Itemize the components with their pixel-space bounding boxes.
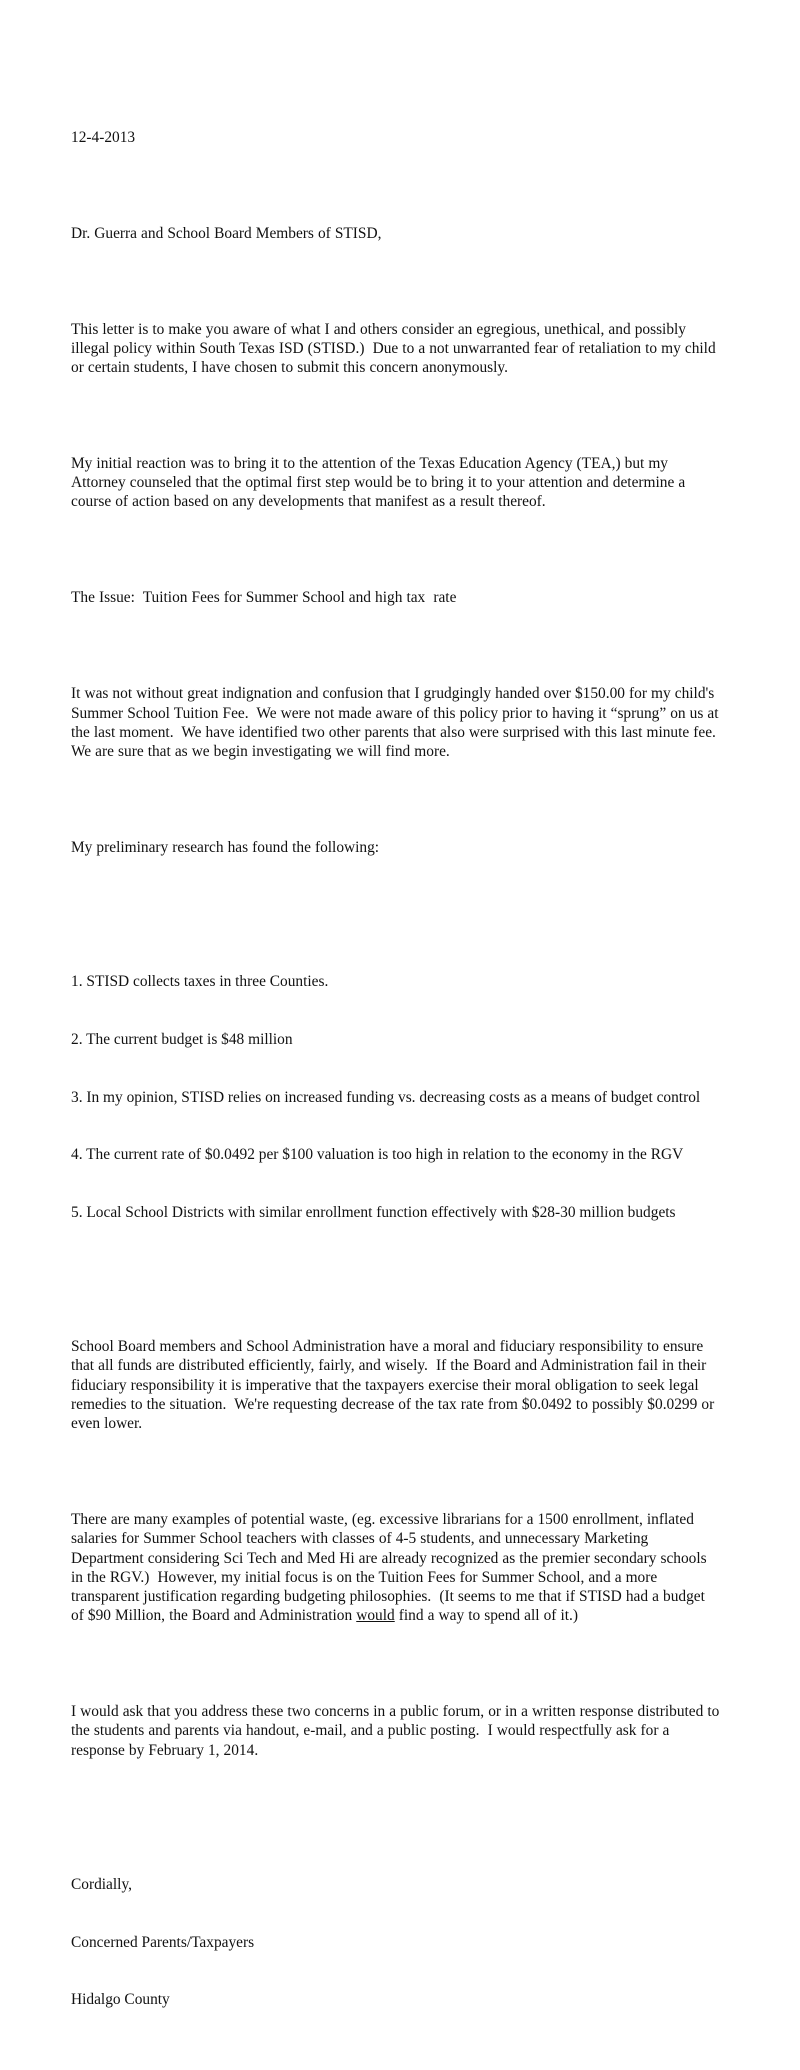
paragraph-research-lead-in: My preliminary research has found the following: [71, 839, 380, 857]
list-item: 1. STISD collects taxes in three Counties. [71, 973, 329, 991]
paragraph-fiduciary: School Board members and School Administration have a moral and fiduciary responsibility to ensure that all funds are distributed efficiently, fairly, and wisely. If the Board and Administration fail in their fiduciary responsibility it is imperative that the taxpayers exercise their moral obligation to seek legal remedies to the situation. We're requesting decrease of the tax rate from $0.0492 to possibly $0.0299 or even lower. [71, 1338, 719, 1433]
paragraph-intro: This letter is to make you aware of what I and others consider an egregious, unethical, and possibly illegal policy within South Texas ISD (STISD.) Due to a not unwarranted fear of retaliation to my child or certain students, I have chosen to submit this concern anonymously. [71, 320, 720, 377]
list-item: 3. In my opinion, STISD relies on increased funding vs. decreasing costs as a means of budget control [71, 1088, 701, 1106]
paragraph-potential-waste [71, 1510, 721, 1625]
signature-signer: Concerned Parents/Taxpayers [71, 1933, 255, 1951]
paragraph-request: I would ask that you address these two concerns in a public forum, or in a written response distributed to the students and parents via handout, e-mail, and a public posting. I would respectfully ask for a response by February 1, 2014. [71, 1703, 724, 1759]
list-item: 4. The current rate of $0.0492 per $100 valuation is too high in relation to the economy in the RGV [71, 1146, 684, 1164]
list-item: 5. Local School Districts with similar enrollment function effectively with $28-30 million budgets [71, 1203, 676, 1221]
letter-body [71, 70, 724, 2070]
emphasis-would: would [356, 1607, 395, 1625]
waste-text-part-two: find a way to spend all of it.) [394, 1607, 578, 1625]
research-findings-list [71, 934, 721, 1260]
list-item: 2. The current budget is $48 million [71, 1031, 293, 1049]
paragraph-initial-reaction: My initial reaction was to bring it to the attention of the Texas Education Agency (TEA,) but my Attorney counseled that the optimal first step would be to bring it to your attention and determine a course of action based on any developments that manifest as a result thereof. [71, 455, 690, 511]
letter-salutation: Dr. Guerra and School Board Members of STISD, [71, 224, 382, 242]
signature-location: Hidalgo County [71, 1991, 170, 2009]
waste-text-part-one: There are many examples of potential waste, (eg. excessive librarians for a 1500 enrollment, inflated salaries for Summer School teachers with classes of 4-5 students, and unnecessary Marketing Department considering Sci Tech and Med Hi are already recognized as the premier secondary schools in the RGV.) However, my initial focus is on the Tuition Fees for Summer School, and a more transparent justification regarding budgeting philosophies. (It seems to me that if STISD had a budget of $90 Million, the Board and Administration [71, 1511, 711, 1625]
paragraph-indignation: It was not without great indignation and confusion that I grudgingly handed over $150.00 for my child's Summer School Tuition Fee. We were not made aware of this policy prior to having it “sprung” on us at the last moment. We have identified two other parents that also were surprised with this last minute fee. We are sure that as we begin investigating we will find more. [71, 685, 724, 761]
issue-heading: The Issue: Tuition Fees for Summer School and high tax rate [71, 589, 457, 607]
signature-closing: Cordially, [71, 1875, 132, 1893]
signature-block [71, 1837, 721, 2048]
letter-date: 12-4-2013 [71, 128, 136, 146]
